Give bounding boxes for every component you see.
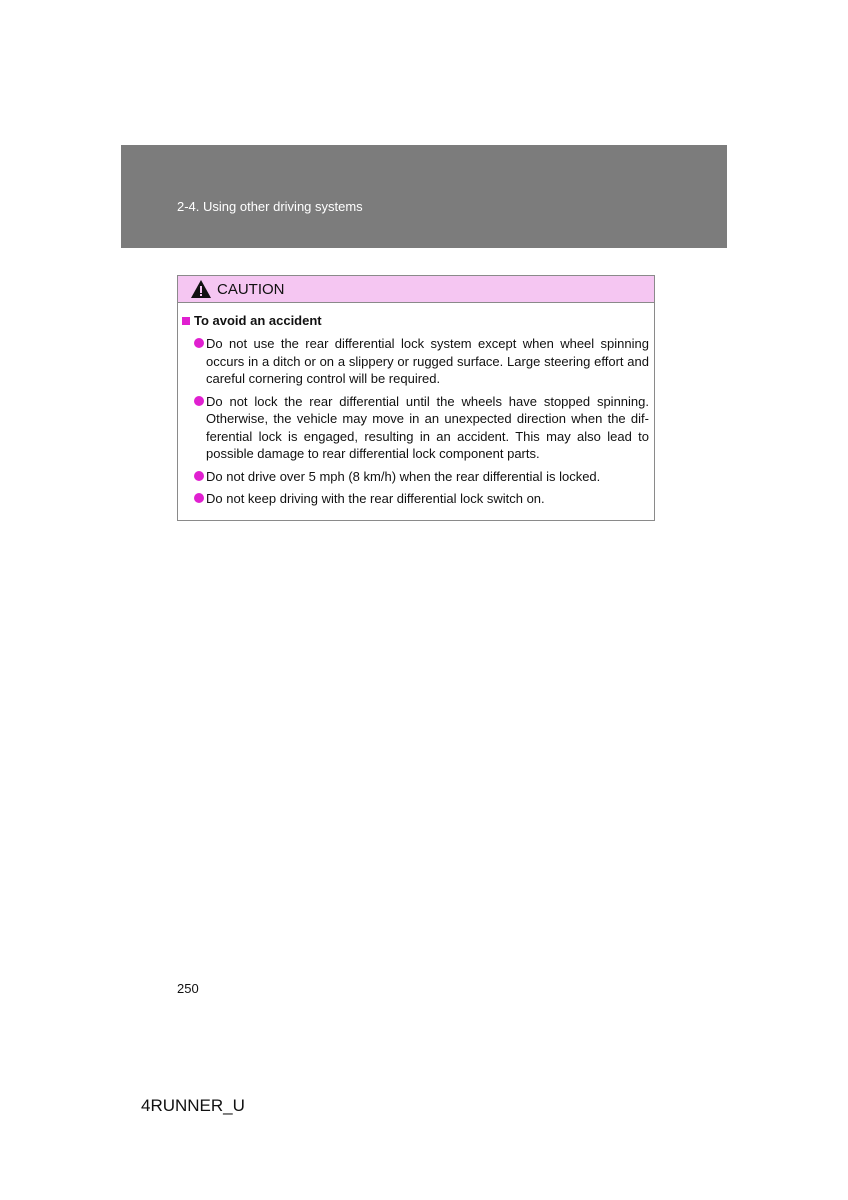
model-code: 4RUNNER_U bbox=[141, 1096, 245, 1115]
caution-label: CAUTION bbox=[217, 280, 285, 298]
bullet-dot-icon bbox=[194, 396, 204, 406]
bullet-dot-icon bbox=[194, 493, 204, 503]
list-item bbox=[194, 468, 649, 486]
square-bullet-icon bbox=[182, 317, 190, 325]
list-item bbox=[194, 335, 649, 388]
warning-triangle-icon bbox=[190, 279, 212, 299]
list-item-text: Do not lock the rear differential until the wheels have stopped spinning. Otherwise, the vehicle may move in an unexpected direction when the differential lock is engaged, resulting in an accident. This may also lead to possible damage to rear differential lock component parts. bbox=[206, 393, 649, 461]
list-item-text: Do not drive over 5 mph (8 km/h) when the rear differential is locked. bbox=[206, 468, 601, 484]
bullet-dot-icon bbox=[194, 338, 204, 348]
section-title: 2-4. Using other driving systems bbox=[177, 199, 363, 214]
list-item-text: Do not keep driving with the rear differential lock switch on. bbox=[206, 491, 545, 506]
caution-list bbox=[194, 335, 649, 513]
caution-topic bbox=[182, 313, 322, 328]
section-header-bar bbox=[121, 145, 727, 248]
list-item bbox=[194, 490, 649, 508]
list-item bbox=[194, 393, 649, 463]
list-item-text: Do not use the rear differential lock system except when wheel spinning occurs in a ditch or on a slippery or rugged surface. Large steering effort and careful cornering control will be required. bbox=[206, 336, 649, 386]
caution-box bbox=[177, 275, 655, 521]
page-number: 250 bbox=[177, 981, 199, 996]
caution-header bbox=[178, 276, 654, 303]
bullet-dot-icon bbox=[194, 471, 204, 481]
caution-topic-text: To avoid an accident bbox=[194, 313, 322, 328]
